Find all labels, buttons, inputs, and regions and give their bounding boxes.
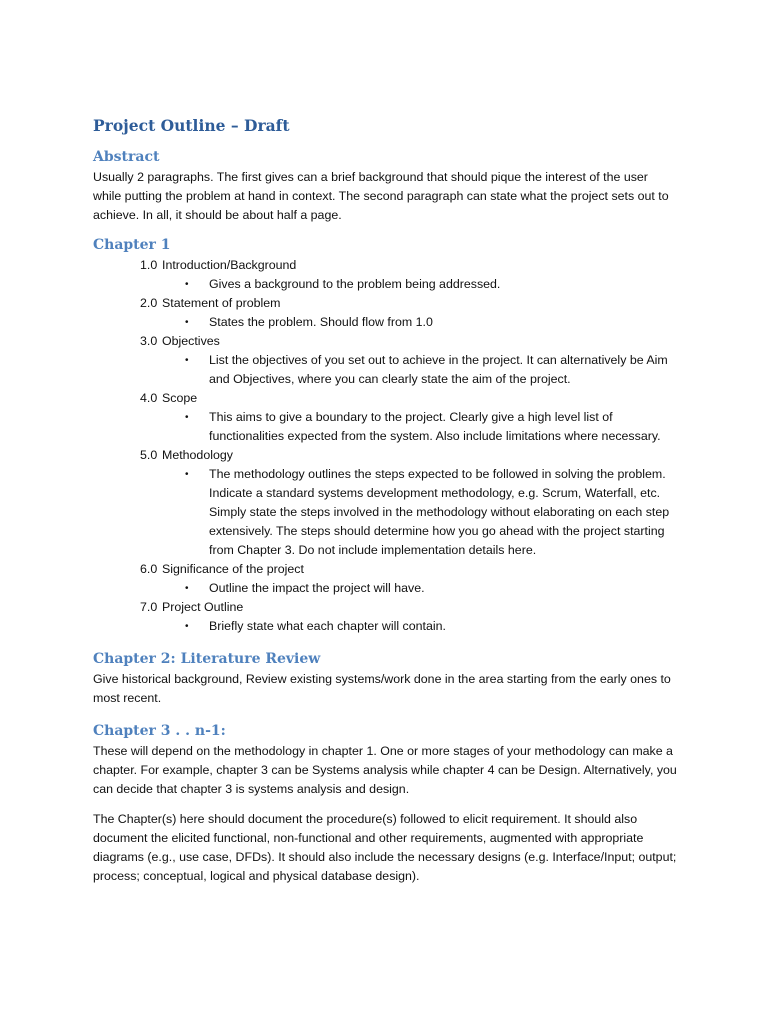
chapter2-heading: Chapter 2: Literature Review bbox=[93, 651, 321, 667]
chapter1-item bbox=[93, 389, 678, 446]
chapter2-text: Give historical background, Review existing systems/work done in the area starting from the early ones to most recent. bbox=[93, 672, 671, 705]
item-label: Project Outline bbox=[162, 600, 244, 614]
item-bullet-text: States the problem. Should flow from 1.0 bbox=[209, 315, 433, 329]
item-bullet-text: List the objectives of you set out to achieve in the project. It can alternatively be Aim and Objectives, where you can clearly state the aim of the project. bbox=[209, 353, 668, 386]
chapter1-item bbox=[93, 598, 678, 636]
item-number: 1.0 bbox=[140, 258, 158, 272]
bullet-icon: • bbox=[185, 583, 189, 594]
chapter3-section bbox=[93, 722, 678, 886]
page-title: Project Outline – Draft bbox=[93, 116, 290, 135]
chapter3-text-2: The Chapter(s) here should document the procedure(s) followed to elicit requirement. It should also document the elicited functional, non-functional and other requirements, augmented with appropriate diagrams (e.g., use case, DFDs). It should also include the necessary designs (e.g. Interface/Input; output; process; conceptual, logical and physical database design). bbox=[93, 812, 677, 883]
item-number: 5.0 bbox=[140, 448, 158, 462]
item-number: 2.0 bbox=[140, 296, 158, 310]
item-label: Significance of the project bbox=[162, 562, 304, 576]
bullet-icon: • bbox=[185, 317, 189, 328]
chapter3-heading: Chapter 3 . . n-1: bbox=[93, 723, 226, 739]
chapter1-item bbox=[93, 560, 678, 598]
item-label: Statement of problem bbox=[162, 296, 281, 310]
document-body bbox=[93, 116, 678, 895]
bullet-icon: • bbox=[185, 279, 189, 290]
item-label: Methodology bbox=[162, 448, 233, 462]
item-bullet-text: Gives a background to the problem being addressed. bbox=[209, 277, 501, 291]
item-number: 4.0 bbox=[140, 391, 158, 405]
abstract-text: Usually 2 paragraphs. The first gives can a brief background that should pique the interest of the user while putting the problem at hand in context. The second paragraph can state what the project sets out to achieve. In all, it should be about half a page. bbox=[93, 170, 669, 222]
bullet-icon: • bbox=[185, 355, 189, 366]
item-bullet-text: The methodology outlines the steps expected to be followed in solving the problem. Indicate a standard systems development methodology, e.g. Scrum, Waterfall, etc. Simply state the steps involved in the methodology without elaborating on each step extensively. The steps should determine how you go ahead with the project starting from Chapter 3. Do not include implementation details here. bbox=[209, 467, 670, 557]
item-bullet-text: This aims to give a boundary to the project. Clearly give a high level list of functionalities expected from the system. Also include limitations where necessary. bbox=[209, 410, 661, 443]
item-number: 7.0 bbox=[140, 600, 158, 614]
item-bullet-text: Outline the impact the project will have. bbox=[209, 581, 425, 595]
chapter3-text-1: These will depend on the methodology in chapter 1. One or more stages of your methodology can make a chapter. For example, chapter 3 can be Systems analysis while chapter 4 can be Design. Alternatively, you can decide that chapter 3 is systems analysis and design. bbox=[93, 744, 677, 796]
item-bullet-text: Briefly state what each chapter will contain. bbox=[209, 619, 446, 633]
chapter1-item bbox=[93, 294, 678, 332]
bullet-icon: • bbox=[185, 469, 189, 480]
item-label: Scope bbox=[162, 391, 198, 405]
item-number: 3.0 bbox=[140, 334, 158, 348]
bullet-icon: • bbox=[185, 412, 189, 423]
chapter1-item bbox=[93, 332, 678, 389]
chapter1-heading: Chapter 1 bbox=[93, 237, 171, 253]
abstract-heading: Abstract bbox=[93, 149, 160, 165]
abstract-section bbox=[93, 148, 678, 225]
item-label: Objectives bbox=[162, 334, 220, 348]
item-number: 6.0 bbox=[140, 562, 158, 576]
bullet-icon: • bbox=[185, 621, 189, 632]
chapter2-section bbox=[93, 650, 678, 708]
chapter1-item bbox=[93, 446, 678, 560]
chapter1-item bbox=[93, 256, 678, 294]
chapter1-section bbox=[93, 236, 678, 636]
item-label: Introduction/Background bbox=[162, 258, 297, 272]
